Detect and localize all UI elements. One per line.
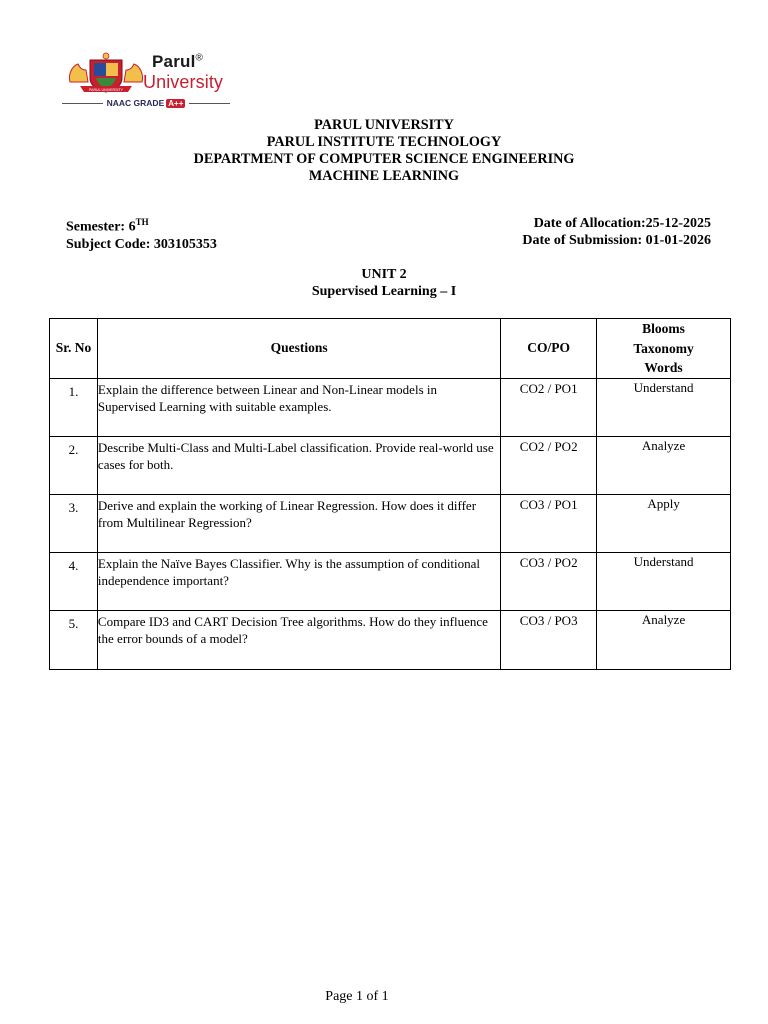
cell-blooms: Understand bbox=[597, 378, 731, 436]
cell-co-po: CO3 / PO1 bbox=[501, 494, 597, 552]
naac-label: NAAC GRADE A++ bbox=[106, 98, 184, 108]
cell-sr-no: 3. bbox=[50, 494, 98, 552]
header-sr-no: Sr. No bbox=[50, 319, 98, 379]
meta-right bbox=[522, 215, 711, 249]
crest-ribbon-text: PARUL UNIVERSITY bbox=[88, 88, 124, 92]
cell-co-po: CO3 / PO2 bbox=[501, 552, 597, 610]
brand-name: Parul® bbox=[152, 52, 204, 71]
subject-code: Subject Code: 303105353 bbox=[66, 236, 217, 252]
cell-blooms: Analyze bbox=[597, 610, 731, 669]
cell-sr-no: 5. bbox=[50, 610, 98, 669]
cell-blooms: Apply bbox=[597, 494, 731, 552]
cell-blooms: Understand bbox=[597, 552, 731, 610]
table-row bbox=[50, 378, 731, 436]
table-row bbox=[50, 494, 731, 552]
cell-question: Compare ID3 and CART Decision Tree algorithms. How do they influence the error bounds of a model? bbox=[97, 610, 500, 669]
submission-date: Date of Submission: 01-01-2026 bbox=[522, 233, 711, 248]
table-row bbox=[50, 610, 731, 669]
table-header-row bbox=[50, 319, 731, 379]
table-row bbox=[50, 552, 731, 610]
cell-co-po: CO2 / PO2 bbox=[501, 436, 597, 494]
cell-question: Describe Multi-Class and Multi-Label classification. Provide real-world use cases for both. bbox=[97, 436, 500, 494]
university-logo bbox=[62, 48, 232, 112]
divider-left bbox=[62, 103, 103, 104]
semester: Semester: 6TH bbox=[66, 217, 149, 235]
cell-question: Explain the difference between Linear and Non-Linear models in Supervised Learning with suitable examples. bbox=[97, 378, 500, 436]
unit-subtitle: Supervised Learning – I bbox=[311, 284, 457, 299]
cell-sr-no: 2. bbox=[50, 436, 98, 494]
cell-blooms: Analyze bbox=[597, 436, 731, 494]
naac-grade-badge: A++ bbox=[168, 99, 184, 108]
divider-right bbox=[189, 103, 230, 104]
subject-name: MACHINE LEARNING bbox=[308, 168, 460, 184]
page-number: Page 1 of 1 bbox=[325, 989, 389, 1004]
header-questions: Questions bbox=[97, 319, 500, 379]
cell-question: Explain the Naïve Bayes Classifier. Why is the assumption of conditional independence important? bbox=[97, 552, 500, 610]
cell-co-po: CO3 / PO3 bbox=[501, 610, 597, 669]
questions-table bbox=[49, 318, 731, 670]
university-crest-icon bbox=[66, 52, 146, 96]
unit-heading bbox=[0, 266, 768, 300]
cell-sr-no: 4. bbox=[50, 552, 98, 610]
naac-accreditation bbox=[62, 96, 230, 110]
cell-co-po: CO2 / PO1 bbox=[501, 378, 597, 436]
unit-title: UNIT 2 bbox=[361, 267, 407, 282]
department-name: DEPARTMENT OF COMPUTER SCIENCE ENGINEERING bbox=[193, 151, 575, 167]
cell-question: Derive and explain the working of Linear Regression. How does it differ from Multilinear Regression? bbox=[97, 494, 500, 552]
header-blooms: Blooms Taxonomy Words bbox=[597, 319, 731, 379]
meta-left bbox=[66, 214, 217, 253]
institute-name: PARUL INSTITUTE TECHNOLOGY bbox=[266, 134, 502, 150]
document-header bbox=[0, 117, 768, 185]
header-co-po: CO/PO bbox=[501, 319, 597, 379]
table-row bbox=[50, 436, 731, 494]
university-name: PARUL UNIVERSITY bbox=[314, 117, 454, 133]
cell-sr-no: 1. bbox=[50, 378, 98, 436]
brand-subtitle: University bbox=[143, 72, 224, 92]
allocation-date: Date of Allocation:25-12-2025 bbox=[533, 216, 711, 231]
